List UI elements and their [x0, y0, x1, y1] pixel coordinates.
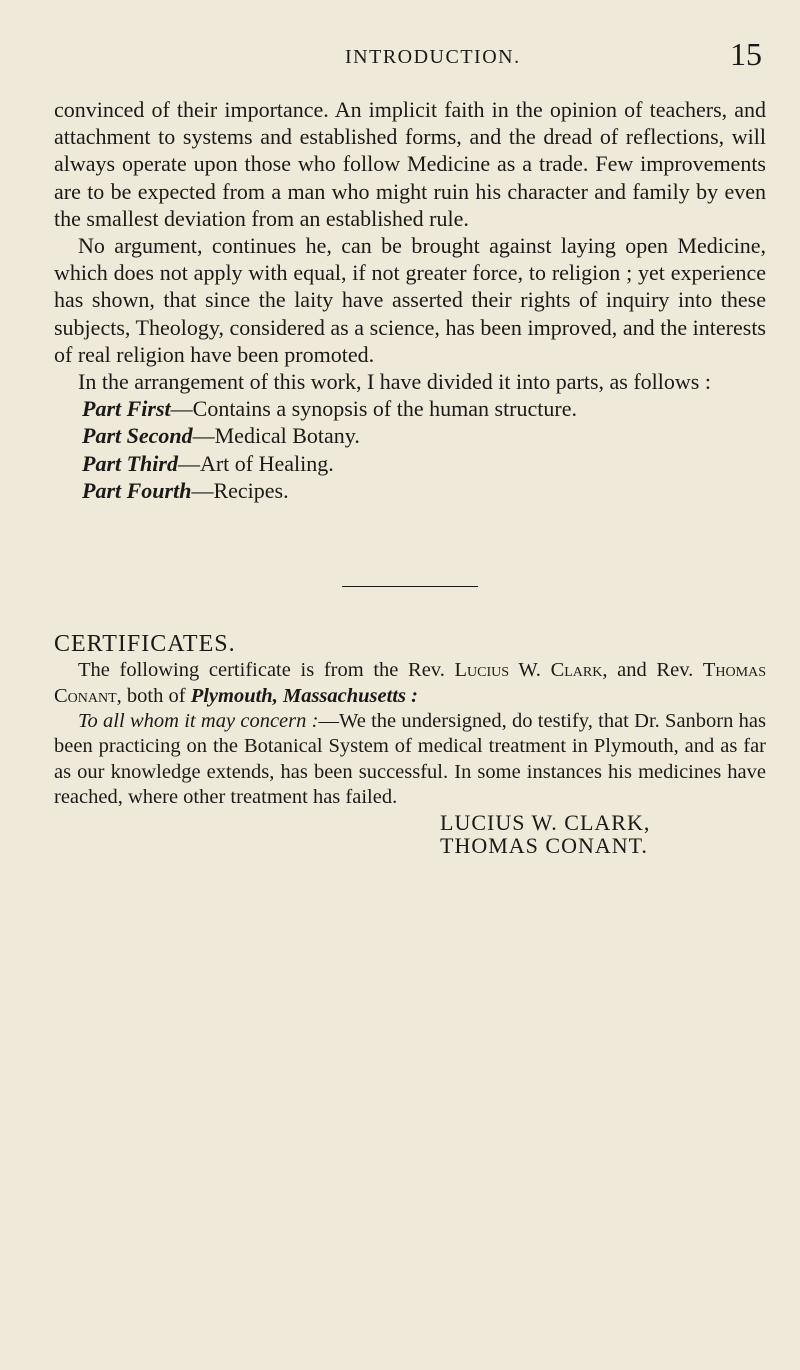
paragraph-2: No argument, continues he, can be brought against laying open Medicine, which does not apply with equal, if not greater force, to religion ; yet experience has shown, that since the laity have asserted their rights of inquiry into these subjects, Theology, considered as a science, has been improved, and the interests of real religion have been promoted.: [54, 233, 766, 367]
paragraph-3: In the arrangement of this work, I have divided it into parts, as follows :: [78, 369, 711, 395]
signer-name-1: Lucius W. Clark: [454, 659, 603, 682]
part-text: —Contains a synopsis of the human structure.: [170, 396, 577, 422]
part-text: —Recipes.: [191, 477, 289, 503]
part-item: [54, 450, 766, 477]
part-label: Part Third: [82, 450, 178, 476]
intro-prefix: The following certificate is from the Rev.: [78, 659, 455, 682]
running-head: [60, 34, 762, 74]
place-name: Plymouth, Massachusetts :: [190, 684, 418, 707]
part-label: Part Fourth: [82, 477, 192, 503]
certificate-body: [54, 709, 766, 811]
intro-mid: , and Rev.: [602, 659, 703, 682]
part-item: [54, 395, 766, 422]
section-divider: [342, 586, 478, 587]
certificate-salutation: To all whom it may concern :: [78, 710, 319, 733]
signature-line-2: THOMAS CONANT.: [440, 832, 648, 858]
part-label: Part First: [82, 396, 171, 422]
part-item: [54, 422, 766, 449]
page-number: 15: [730, 36, 762, 72]
certificate-intro: [54, 658, 766, 709]
part-label: Part Second: [82, 423, 193, 449]
intro-suffix: , both of: [116, 684, 191, 707]
certificates-heading: CERTIFICATES.: [54, 631, 236, 658]
running-title: INTRODUCTION.: [345, 46, 521, 68]
part-text: —Medical Botany.: [192, 423, 360, 449]
certificate-text: —We the undersigned, do testify, that Dr. Sanborn has been practicing on the Botanical System of medical treatment in Plymouth, and as far as our knowledge extends, has been successful. In some instances his medicines have reached, where other treatment has failed.: [54, 710, 766, 809]
part-text: —Art of Healing.: [177, 450, 334, 476]
body-text: [54, 96, 766, 857]
part-item: [54, 477, 766, 504]
signer-name-2: Thomas Conant: [54, 659, 766, 707]
paragraph-1: convinced of their importance. An implicit faith in the opinion of teachers, and attachment to systems and established forms, and the dread of reflections, will always operate upon those who follow Medicine as a trade. Few improvements are to be expected from a man who might ruin his character and family by even the smallest deviation from an established rule.: [54, 97, 766, 231]
signature-line-1: LUCIUS W. CLARK,: [440, 809, 651, 835]
